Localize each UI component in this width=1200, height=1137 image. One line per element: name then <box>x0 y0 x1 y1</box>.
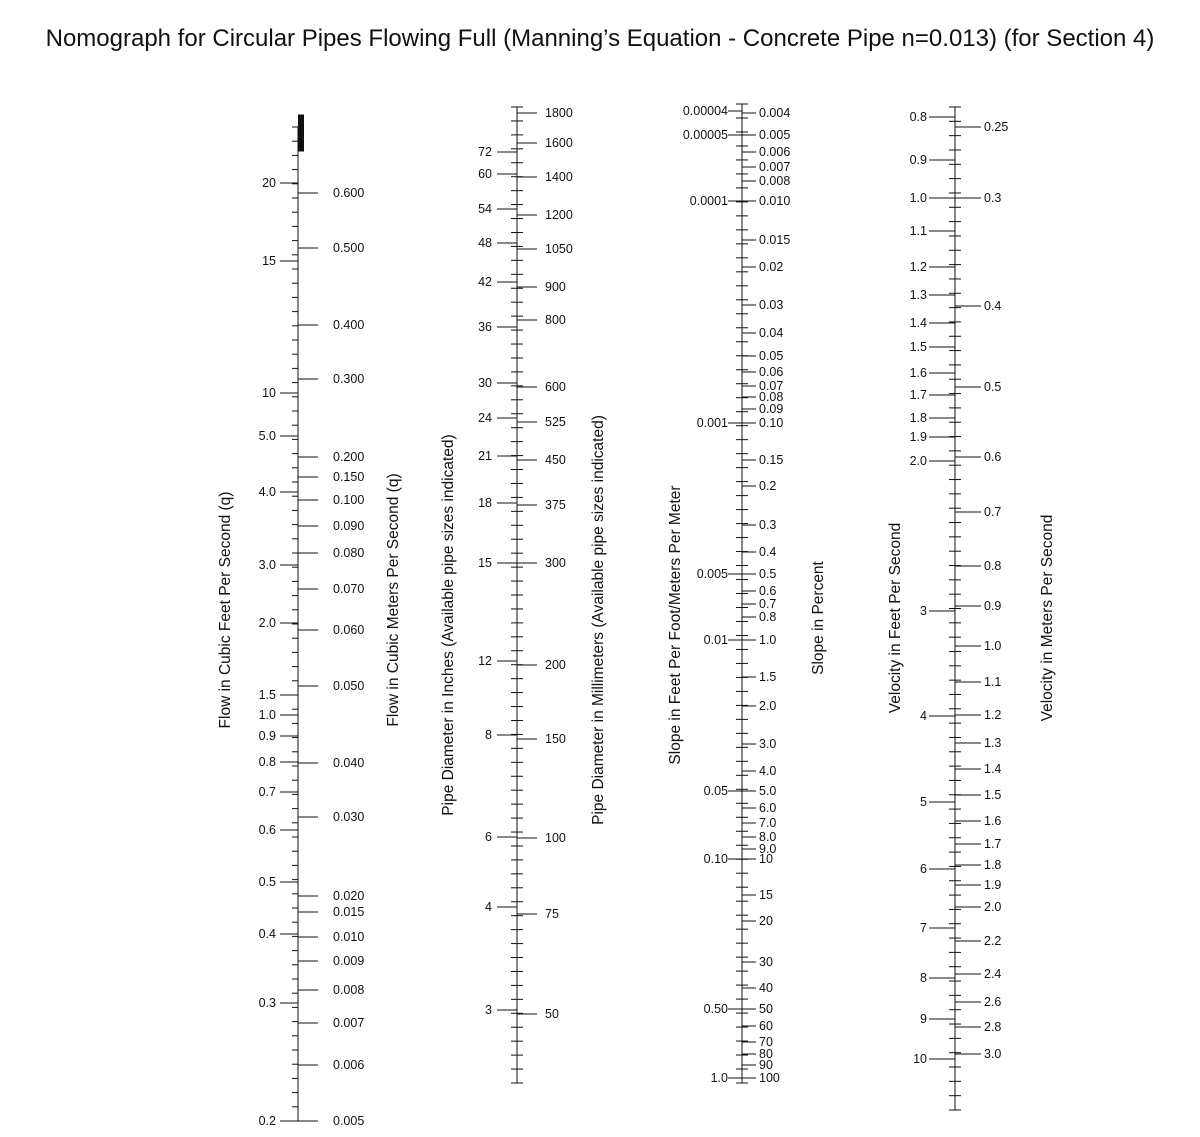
tick-label: 1.1 <box>984 675 1002 689</box>
tick-label: 0.004 <box>759 106 791 120</box>
tick-label: 1.5 <box>258 688 276 702</box>
tick-label: 0.09 <box>759 402 784 416</box>
tick-label: 0.009 <box>333 954 365 968</box>
tick-label: 0.7 <box>258 785 276 799</box>
axis-title: Pipe Diameter in Inches (Available pipe sizes indicated) <box>440 434 457 816</box>
tick-label: 0.050 <box>333 679 365 693</box>
tick-label: 100 <box>759 1071 780 1085</box>
tick-label: 0.100 <box>333 493 365 507</box>
tick-label: 2.0 <box>909 454 927 468</box>
tick-label: 1.5 <box>909 340 927 354</box>
tick-label: 0.00004 <box>682 104 728 118</box>
tick-label: 4.0 <box>759 764 777 778</box>
tick-label: 8 <box>485 728 492 742</box>
tick-label: 1.5 <box>759 670 777 684</box>
tick-label: 4 <box>485 900 492 914</box>
tick-label: 80 <box>759 1047 773 1061</box>
tick-label: 200 <box>545 658 566 672</box>
page-title: Nomograph for Circular Pipes Flowing Full (Manning’s Equation - Concrete Pipe n=0.013) (for Section 4) <box>45 25 1155 52</box>
tick-label: 1.6 <box>909 366 927 380</box>
tick-label: 90 <box>759 1058 773 1072</box>
tick-label: 0.070 <box>333 582 365 596</box>
tick-label: 0.007 <box>759 160 791 174</box>
tick-label: 0.090 <box>333 519 365 533</box>
tick-label: 0.300 <box>333 372 365 386</box>
scale-slope-pct <box>742 104 827 1085</box>
tick-label: 0.8 <box>759 610 777 624</box>
tick-label: 0.015 <box>333 905 365 919</box>
tick-label: 1.8 <box>909 411 927 425</box>
tick-label: 0.060 <box>333 623 365 637</box>
tick-label: 900 <box>545 280 566 294</box>
tick-label: 50 <box>759 1002 773 1016</box>
tick-label: 1.7 <box>984 837 1002 851</box>
tick-label: 6 <box>485 830 492 844</box>
tick-label: 1.8 <box>984 858 1002 872</box>
tick-label: 0.00005 <box>682 128 728 142</box>
tick-label: 75 <box>545 907 559 921</box>
tick-label: 6 <box>920 862 927 876</box>
tick-label: 4 <box>920 709 927 723</box>
tick-label: 1600 <box>545 136 573 150</box>
tick-label: 1.0 <box>258 708 276 722</box>
tick-label: 5 <box>920 795 927 809</box>
tick-label: 1800 <box>545 106 573 120</box>
tick-label: 0.005 <box>759 128 791 142</box>
tick-label: 30 <box>478 376 492 390</box>
scale-slope-ft <box>667 104 742 1085</box>
tick-label: 7.0 <box>759 816 777 830</box>
tick-label: 50 <box>545 1007 559 1021</box>
tick-label: 0.8 <box>258 755 276 769</box>
tick-label: 1.0 <box>984 639 1002 653</box>
tick-label: 15 <box>759 888 773 902</box>
tick-label: 0.3 <box>759 518 777 532</box>
tick-label: 0.06 <box>759 365 784 379</box>
tick-label: 0.15 <box>759 453 784 467</box>
tick-label: 2.0 <box>759 699 777 713</box>
tick-label: 0.9 <box>258 729 276 743</box>
tick-label: 1.0 <box>909 191 927 205</box>
tick-label: 2.0 <box>984 900 1002 914</box>
tick-label: 0.04 <box>759 326 784 340</box>
tick-label: 0.05 <box>759 349 784 363</box>
tick-label: 0.08 <box>759 390 784 404</box>
tick-label: 9 <box>920 1012 927 1026</box>
tick-label: 0.8 <box>909 110 927 124</box>
tick-label: 0.4 <box>984 299 1002 313</box>
tick-label: 2.4 <box>984 967 1002 981</box>
tick-label: 800 <box>545 313 566 327</box>
tick-label: 1.0 <box>710 1071 728 1085</box>
tick-label: 42 <box>478 275 492 289</box>
tick-label: 0.01 <box>703 633 728 647</box>
tick-label: 0.010 <box>333 930 365 944</box>
tick-label: 0.5 <box>984 380 1002 394</box>
tick-label: 21 <box>478 449 492 463</box>
tick-label: 1.4 <box>984 762 1002 776</box>
tick-label: 6.0 <box>759 801 777 815</box>
tick-label: 8 <box>920 971 927 985</box>
tick-label: 0.4 <box>258 927 276 941</box>
tick-label: 36 <box>478 320 492 334</box>
tick-label: 0.9 <box>984 599 1002 613</box>
tick-label: 2.6 <box>984 995 1002 1009</box>
tick-label: 150 <box>545 732 566 746</box>
tick-label: 4.0 <box>258 485 276 499</box>
tick-label: 0.02 <box>759 260 784 274</box>
tick-label: 10 <box>262 386 276 400</box>
axis-title: Flow in Cubic Feet Per Second (q) <box>217 491 234 729</box>
tick-label: 20 <box>759 914 773 928</box>
tick-label: 0.4 <box>759 545 777 559</box>
tick-label: 0.05 <box>703 784 728 798</box>
tick-label: 1.7 <box>909 388 927 402</box>
tick-label: 60 <box>759 1019 773 1033</box>
tick-label: 9.0 <box>759 842 777 856</box>
tick-label: 40 <box>759 981 773 995</box>
tick-label: 0.10 <box>703 852 728 866</box>
scale-flow-cfs <box>217 127 298 1128</box>
tick-label: 100 <box>545 831 566 845</box>
tick-label: 0.600 <box>333 186 365 200</box>
tick-label: 0.3 <box>258 996 276 1010</box>
tick-label: 1.1 <box>909 224 927 238</box>
tick-label: 0.008 <box>759 174 791 188</box>
scale-velocity-fps <box>887 107 955 1110</box>
scale-diameter-mm <box>517 106 607 1083</box>
tick-label: 15 <box>478 556 492 570</box>
tick-label: 600 <box>545 380 566 394</box>
tick-label: 1.9 <box>909 430 927 444</box>
tick-label: 20 <box>262 176 276 190</box>
tick-label: 375 <box>545 498 566 512</box>
tick-label: 3 <box>920 604 927 618</box>
tick-label: 5.0 <box>759 784 777 798</box>
tick-label: 1.9 <box>984 878 1002 892</box>
tick-label: 1.3 <box>984 736 1002 750</box>
tick-label: 0.9 <box>909 153 927 167</box>
tick-label: 300 <box>545 556 566 570</box>
tick-label: 5.0 <box>258 429 276 443</box>
tick-label: 0.8 <box>984 559 1002 573</box>
tick-label: 0.008 <box>333 983 365 997</box>
tick-label: 0.400 <box>333 318 365 332</box>
axis-title: Flow in Cubic Meters Per Second (q) <box>385 473 402 727</box>
tick-label: 0.006 <box>759 145 791 159</box>
tick-label: 70 <box>759 1035 773 1049</box>
tick-label: 8.0 <box>759 830 777 844</box>
tick-label: 0.006 <box>333 1058 365 1072</box>
tick-label: 0.03 <box>759 298 784 312</box>
tick-label: 1.2 <box>984 708 1002 722</box>
tick-label: 0.005 <box>333 1114 365 1128</box>
axis-title: Velocity in Feet Per Second <box>887 522 904 714</box>
tick-label: 24 <box>478 411 492 425</box>
tick-label: 60 <box>478 167 492 181</box>
axis-title: Pipe Diameter in Millimeters (Available pipe sizes indicated) <box>590 415 607 825</box>
tick-label: 1400 <box>545 170 573 184</box>
tick-label: 1.0 <box>759 633 777 647</box>
axis-title: Slope in Percent <box>810 561 827 675</box>
tick-label: 3.0 <box>984 1047 1002 1061</box>
tick-label: 0.007 <box>333 1016 365 1030</box>
tick-label: 0.005 <box>696 567 728 581</box>
tick-label: 3.0 <box>258 558 276 572</box>
tick-label: 0.50 <box>703 1002 728 1016</box>
tick-label: 48 <box>478 236 492 250</box>
tick-label: 1.2 <box>909 260 927 274</box>
tick-label: 0.040 <box>333 756 365 770</box>
axis-title: Slope in Feet Per Foot/Meters Per Meter <box>667 485 684 765</box>
tick-label: 0.25 <box>984 120 1009 134</box>
tick-label: 0.2 <box>258 1114 276 1128</box>
axis-title: Velocity in Meters Per Second <box>1039 514 1056 722</box>
tick-label: 72 <box>478 145 492 159</box>
tick-label: 10 <box>759 852 773 866</box>
tick-label: 1200 <box>545 208 573 222</box>
tick-label: 0.0001 <box>689 194 728 208</box>
tick-label: 1050 <box>545 242 573 256</box>
tick-label: 0.020 <box>333 889 365 903</box>
tick-label: 0.3 <box>984 191 1002 205</box>
tick-label: 0.7 <box>984 505 1002 519</box>
tick-label: 0.030 <box>333 810 365 824</box>
tick-label: 0.080 <box>333 546 365 560</box>
tick-label: 0.6 <box>258 823 276 837</box>
tick-label: 0.10 <box>759 416 784 430</box>
tick-label: 1.4 <box>909 316 927 330</box>
tick-label: 10 <box>913 1052 927 1066</box>
scale-flow-cms <box>298 115 402 1128</box>
tick-label: 3.0 <box>759 737 777 751</box>
nomograph-scales <box>217 104 1056 1128</box>
scale-velocity-mps <box>955 107 1056 1110</box>
tick-label: 0.015 <box>759 233 791 247</box>
tick-label: 30 <box>759 955 773 969</box>
tick-label: 0.5 <box>258 875 276 889</box>
tick-label: 0.6 <box>984 450 1002 464</box>
tick-label: 0.200 <box>333 450 365 464</box>
tick-label: 2.8 <box>984 1020 1002 1034</box>
tick-label: 0.150 <box>333 470 365 484</box>
tick-label: 12 <box>478 654 492 668</box>
tick-label: 0.2 <box>759 479 777 493</box>
tick-label: 0.001 <box>696 416 728 430</box>
tick-label: 54 <box>478 202 492 216</box>
tick-label: 1.5 <box>984 788 1002 802</box>
tick-label: 1.3 <box>909 288 927 302</box>
tick-label: 3 <box>485 1003 492 1017</box>
tick-label: 0.500 <box>333 241 365 255</box>
tick-label: 0.010 <box>759 194 791 208</box>
tick-label: 2.2 <box>984 934 1002 948</box>
tick-label: 15 <box>262 254 276 268</box>
tick-label: 0.7 <box>759 597 777 611</box>
scale-diameter-in <box>440 107 517 1083</box>
tick-label: 450 <box>545 453 566 467</box>
tick-label: 0.6 <box>759 584 777 598</box>
tick-label: 525 <box>545 415 566 429</box>
tick-label: 7 <box>920 921 927 935</box>
tick-label: 18 <box>478 496 492 510</box>
tick-label: 0.5 <box>759 567 777 581</box>
tick-label: 2.0 <box>258 616 276 630</box>
tick-label: 1.6 <box>984 814 1002 828</box>
tick-label: 0.07 <box>759 379 784 393</box>
